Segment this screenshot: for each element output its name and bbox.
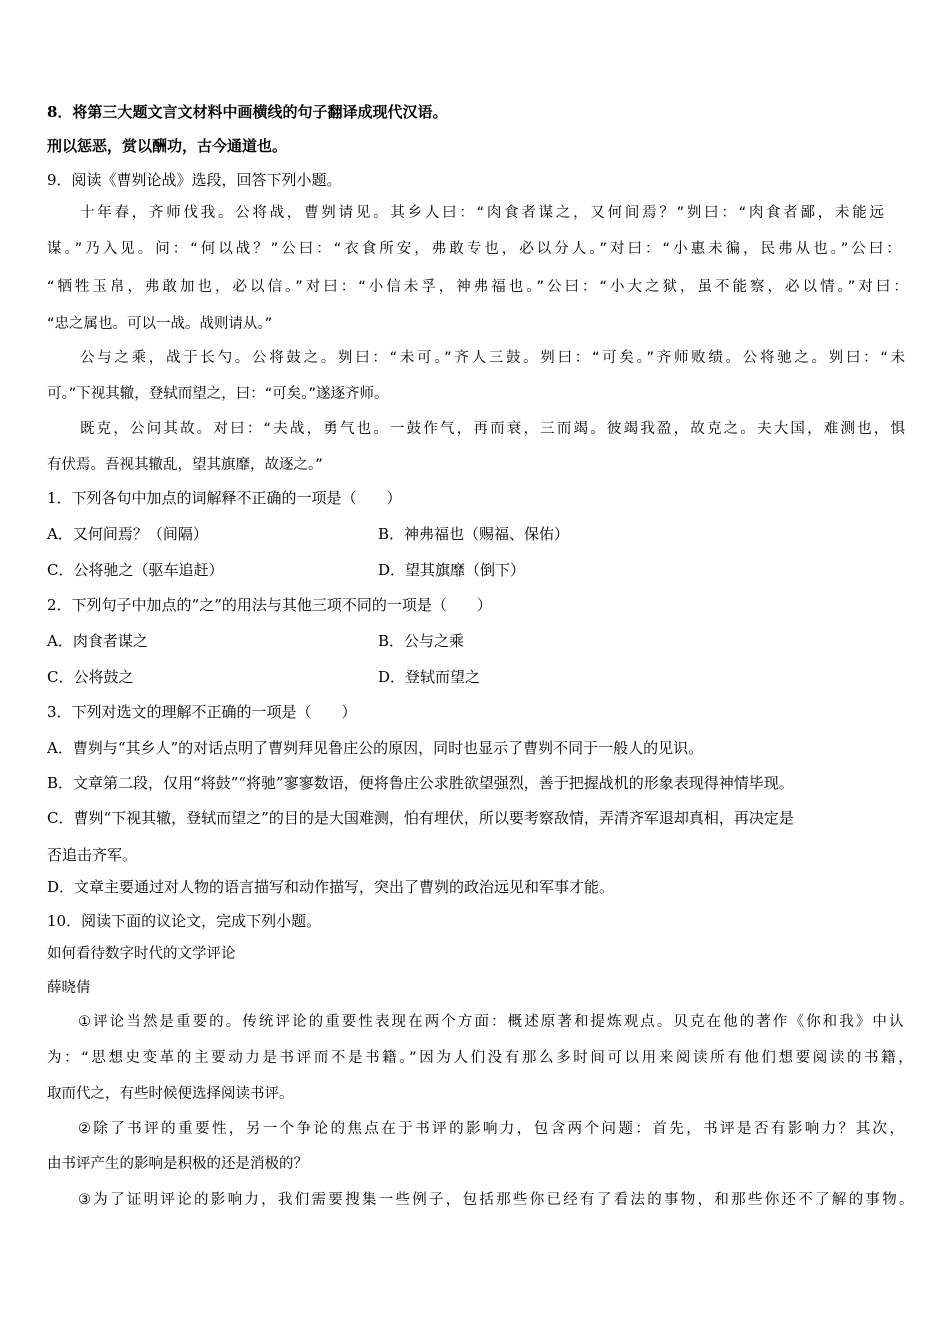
passage-line: 公与之乘，战于长勺。公将鼓之。刿曰：“未可。”齐人三鼓。刿曰：“可矣。”齐师败绩。公将驰之。刿曰：“未 (80, 350, 908, 366)
sub2-stem: 2．下列句子中加点的“之”的用法与其他三项不同的一项是（ ） (47, 596, 492, 614)
passage-line: 有伏焉。吾视其辙乱，望其旗靡，故逐之。” (47, 457, 323, 473)
sub3-option-c: C．曹刿“下视其辙，登轼而望之”的目的是大国难测，怕有埋伏，所以要考察敌情，弄清齐军退却真相，再决定是 (47, 809, 794, 827)
article-paragraph-line: 由书评产生的影响是积极的还是消极的？ (47, 1156, 308, 1172)
passage-line: 既克，公问其故。对曰：“夫战，勇气也。一鼓作气，再而衰，三而竭。彼竭我盈，故克之。夫大国，难测也，惧 (80, 421, 908, 437)
q9-title: 9．阅读《曹刿论战》选段，回答下列小题。 (47, 171, 342, 189)
article-paragraph-line: ①评论当然是重要的。传统评论的重要性表现在两个方面：概述原著和提炼观点。贝克在他的著作《你和我》中认 (78, 1014, 906, 1030)
article-author: 薛晓倩 (47, 980, 91, 996)
passage-line: “牺牲玉帛，弗敢加也，必以信。”对曰：“小信未孚，神弗福也。”公曰：“小大之狱，虽不能察，必以情。”对曰： (47, 279, 911, 295)
article-title: 如何看待数字时代的文学评论 (47, 946, 236, 962)
sub1-option-b: B．神弗福也（赐福、保佑） (378, 525, 570, 543)
article-paragraph-line: 取而代之，有些时候便选择阅读书评。 (47, 1086, 294, 1102)
sub2-option-a: A．肉食者谋之 (47, 632, 148, 650)
article-paragraph-line: 为：“思想史变革的主要动力是书评而不是书籍。”因为人们没有那么多时间可以用来阅读所有他们想要阅读的书籍， (47, 1050, 916, 1066)
sub3-option-b: B．文章第二段，仅用“将鼓”“将驰”寥寥数语，便将鲁庄公求胜欲望强烈，善于把握战机的形象表现得神情毕现。 (47, 774, 794, 792)
sub3-option-a: A．曹刿与“其乡人”的对话点明了曹刿拜见鲁庄公的原因，同时也显示了曹刿不同于一般人的见识。 (47, 739, 704, 757)
sub1-option-d: D．望其旗靡（倒下） (378, 561, 526, 579)
passage-line: 谋。”乃入见。问：“何以战？”公曰：“衣食所安，弗敢专也，必以分人。”对曰：“小惠未徧，民弗从也。”公曰： (47, 241, 904, 257)
sub1-stem: 1．下列各句中加点的词解释不正确的一项是（ ） (47, 489, 402, 507)
sub3-option-c-cont: 否追击齐军。 (47, 846, 138, 864)
sub2-option-d: D．登轼而望之 (378, 668, 481, 686)
article-paragraph-line: ②除了书评的重要性，另一个争论的焦点在于书评的影响力，包含两个问题：首先，书评是否有影响力？其次， (78, 1121, 907, 1137)
sub2-option-b: B．公与之乘 (378, 632, 465, 650)
sub2-option-c: C．公将鼓之 (47, 668, 134, 686)
sub1-option-c: C．公将驰之（驱车追赶） (47, 561, 224, 579)
q10-title: 10．阅读下面的议论文，完成下列小题。 (47, 912, 322, 930)
sub1-option-a: A．又何间焉？（间隔） (47, 525, 208, 543)
sub3-option-d: D．文章主要通过对人物的语言描写和动作描写，突出了曹刿的政治远见和军事才能。 (47, 878, 615, 896)
passage-line: 可。”下视其辙，登轼而望之，曰：“可矣。”遂逐齐师。 (47, 386, 389, 402)
sub3-stem: 3．下列对选文的理解不正确的一项是（ ） (47, 703, 357, 721)
passage-line: “忠之属也。可以一战。战则请从。” (47, 316, 273, 332)
q8-title: 8．将第三大题文言文材料中画横线的句子翻译成现代汉语。 (47, 103, 448, 121)
article-paragraph-line: ③为了证明评论的影响力，我们需要搜集一些例子，包括那些你已经有了看法的事物，和那些你还不了解的事物。 (78, 1192, 916, 1208)
passage-line: 十年春，齐师伐我。公将战，曹刿请见。其乡人曰：“肉食者谋之，又何间焉？”刿曰：“肉食者鄙，未能远 (80, 205, 887, 221)
q8-sentence: 刑以惩恶，赏以酬功，古今通道也。 (47, 137, 288, 155)
